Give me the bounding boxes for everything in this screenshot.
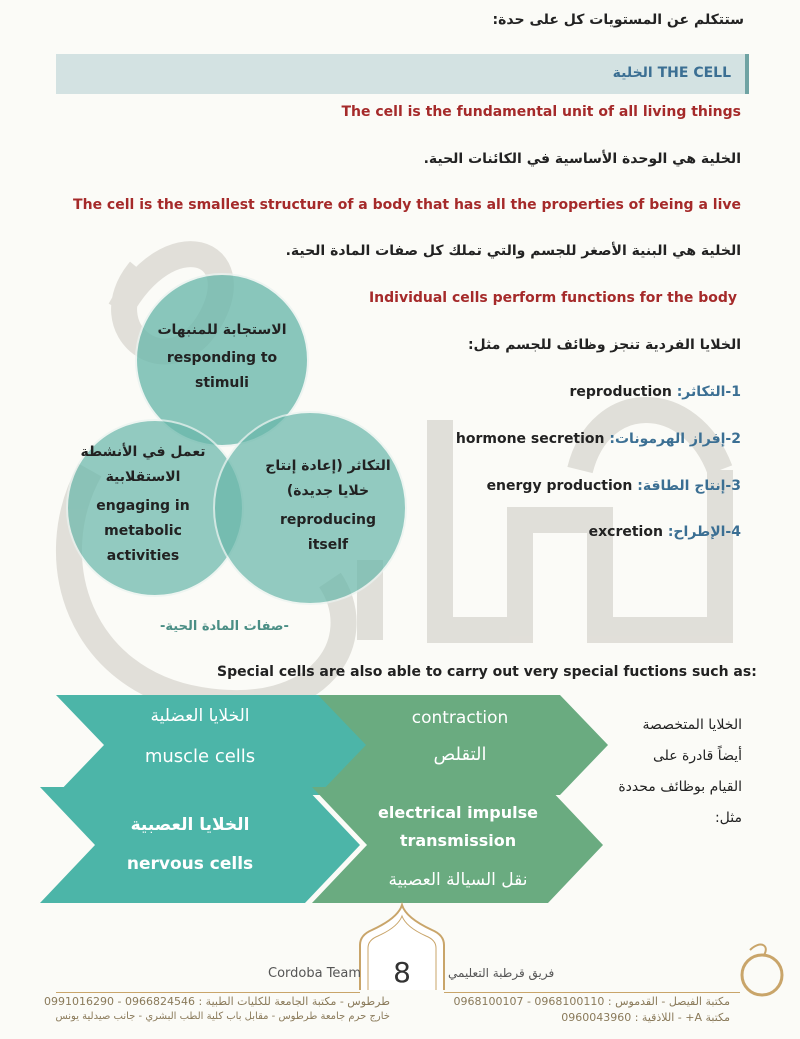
function-1-ar: 1-التكاثر: (676, 384, 741, 400)
venn-left-ar1: تعمل في الأنشطة (80, 444, 206, 460)
venn-right-en2: itself (307, 537, 349, 553)
footer-address-right-2: مكتبة A+ - اللاذقية : 0960043960 (561, 1011, 730, 1024)
venn-left-en1: engaging in (96, 498, 190, 514)
venn-left-ar2: الاستقلابية (105, 469, 181, 485)
special-side-1: الخلايا المتخصصة (642, 717, 742, 733)
definition-1-en: The cell is the fundamental unit of all living things (341, 104, 741, 120)
contraction-ar: التقلص (433, 744, 487, 765)
definition-2-ar: الخلية هي البنية الأصغر للجسم والتي تملك كل صفات المادة الحية. (285, 243, 741, 259)
nervous-cells-ar: الخلايا العصبية (130, 815, 250, 835)
function-4-ar: 4-الإطراح: (667, 524, 741, 540)
impulse-ar: نقل السيالة العصبية (388, 870, 528, 890)
special-side-2: أيضاً قادرة على (652, 748, 742, 764)
function-2-ar: 2-إفراز الهرمونات: (609, 431, 741, 447)
function-3-en: energy production (486, 478, 633, 494)
footer-address-left-1: طرطوس - مكتبة الجامعة للكليات الطبية : 0966824546 - 0991016290 (44, 995, 390, 1008)
definition-2-en: The cell is the smallest structure of a body that has all the properties of being a live (73, 197, 741, 213)
muscle-cells-ar: الخلايا العضلية (150, 706, 250, 726)
muscle-cells-en: muscle cells (144, 746, 256, 767)
footer-line-left (56, 992, 360, 993)
section-title-ar: الخلية (612, 65, 653, 81)
footer-team-en: Cordoba Team (268, 966, 362, 981)
special-side-4: مثل: (714, 810, 742, 826)
special-side-3: القيام بوظائف محددة (618, 779, 742, 795)
venn-right-en1: reproducing (279, 512, 377, 528)
footer-address-left-2: خارج حرم جامعة طرطوس - مقابل باب كلية الطب البشري - جانب صيدلية يونس (55, 1011, 390, 1022)
nervous-cells-en: nervous cells (126, 854, 254, 874)
function-1-en: reproduction (569, 384, 672, 400)
venn-left-en2: metabolic (104, 523, 182, 539)
footer-team-ar: فريق قرطبة التعليمي (448, 966, 555, 980)
intro-text: ستتكلم عن المستويات كل على حدة: (492, 12, 744, 28)
venn-caption: -صفات المادة الحية- (160, 619, 289, 634)
definition-1-ar: الخلية هي الوحدة الأساسية في الكائنات الحية. (423, 151, 741, 167)
impulse-en2: transmission (399, 831, 517, 850)
venn-top-en1: responding to (166, 350, 278, 366)
venn-right-ar1: التكاثر (إعادة إنتاج (265, 458, 391, 474)
impulse-en1: electrical impulse (378, 803, 538, 822)
logo-mark (742, 955, 782, 995)
footer-address-right-1: مكتبة الفيصل - القدموس : 0968100110 - 0968100107 (453, 995, 730, 1008)
definition-3-ar: الخلايا الفردية تنجز وظائف للجسم مثل: (467, 337, 741, 353)
contraction-en: contraction (411, 708, 509, 728)
footer-page-number: 8 (393, 956, 411, 989)
special-heading: Special cells are also able to carry out very special fuctions such as: (217, 664, 757, 680)
footer-line-right (444, 992, 740, 993)
venn-top-ar: الاستجابة للمنبهات (157, 322, 287, 338)
function-3-ar: 3-إنتاج الطاقة: (637, 478, 741, 494)
section-title-en: THE CELL (657, 65, 731, 81)
venn-top-en2: stimuli (195, 375, 249, 391)
function-4-en: excretion (588, 524, 663, 540)
function-2-en: hormone secretion (455, 431, 605, 447)
definition-3-en: Individual cells perform functions for the body (368, 290, 737, 306)
venn-right-ar2: خلايا جديدة) (286, 483, 370, 499)
venn-left-en3: activities (106, 548, 180, 564)
